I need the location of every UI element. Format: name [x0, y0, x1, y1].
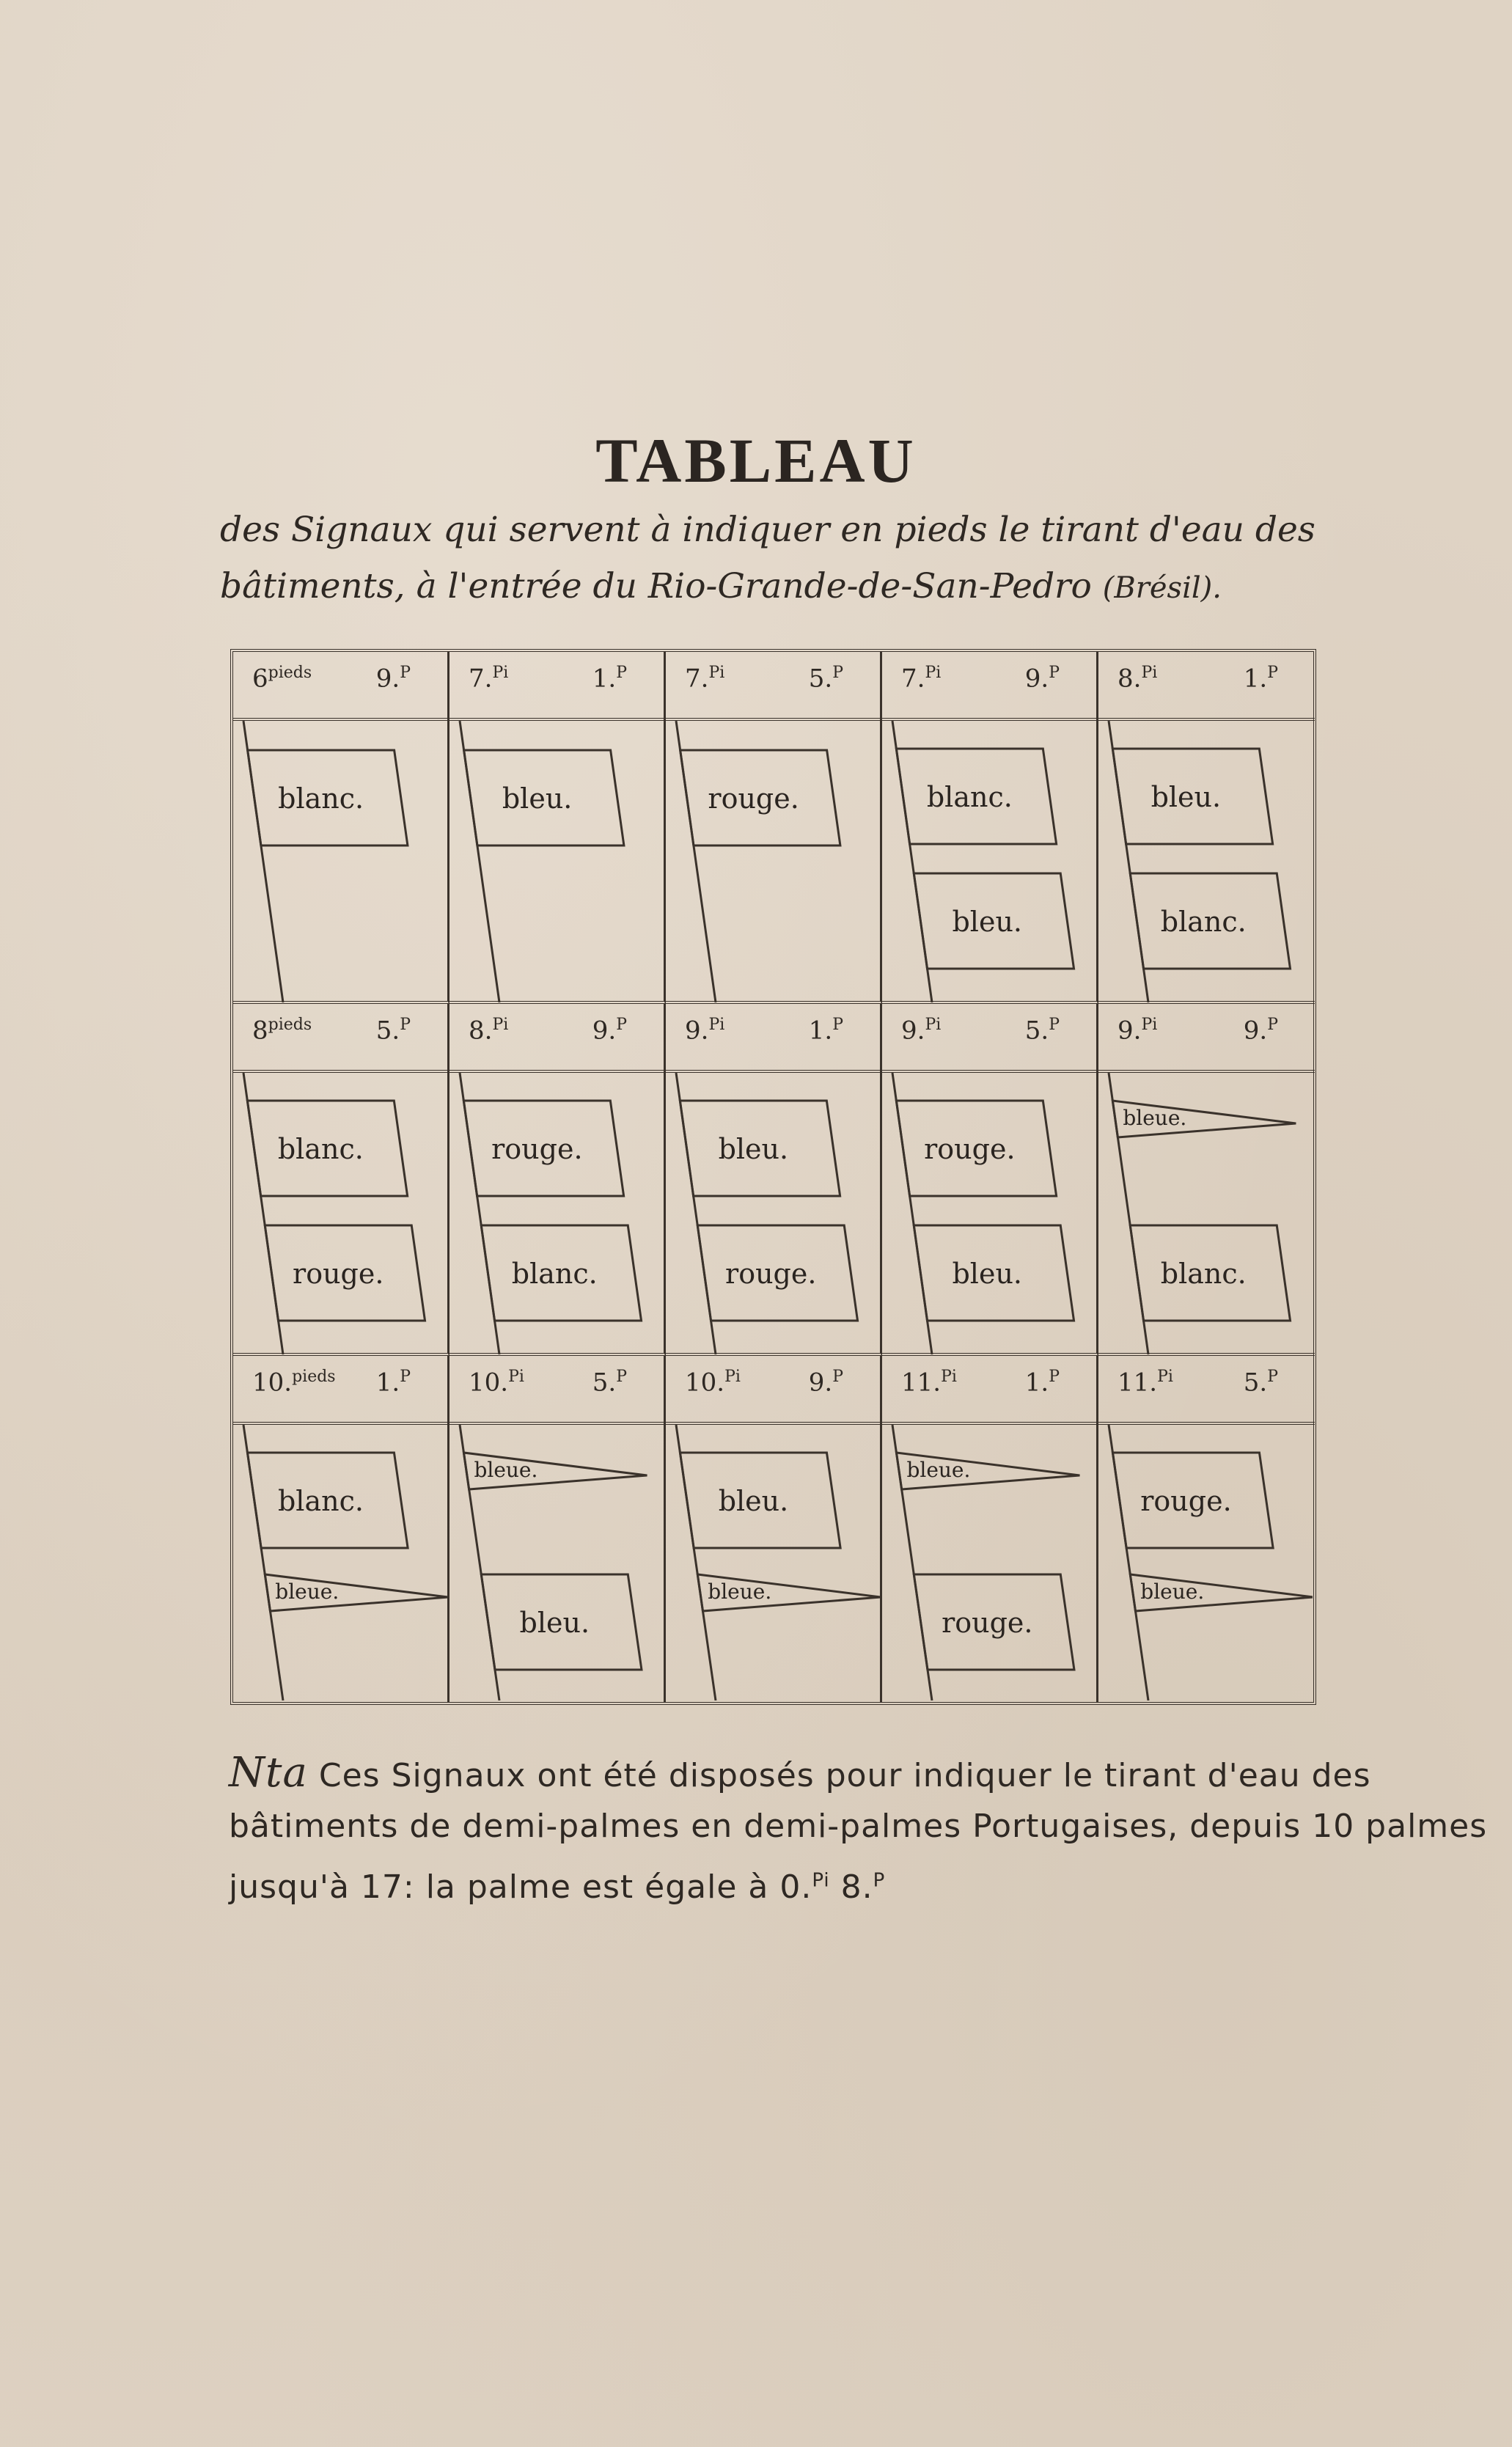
feet-unit: pieds	[268, 1016, 312, 1034]
flag-signal	[449, 1073, 664, 1354]
flag-color-label: bleue.	[1123, 1106, 1187, 1130]
feet-value: 8.$^{Pi}$	[1118, 664, 1158, 694]
signal-cell	[1098, 652, 1315, 1004]
inches-value: 5.$^P$	[375, 1016, 411, 1046]
flag-signal	[449, 1425, 664, 1701]
feet-value: 9.$^{Pi}$	[901, 1016, 942, 1046]
flag-color-label: rouge.	[708, 782, 799, 815]
signal-table	[230, 649, 1316, 1705]
flag-color-label: rouge.	[942, 1607, 1033, 1639]
flag-signal	[233, 1073, 447, 1354]
feet-unit: Pi	[1141, 664, 1158, 682]
feet-value: 11.$^{Pi}$	[1118, 1368, 1173, 1398]
flag-signal	[666, 721, 880, 1002]
inches-value: 5.$^P$	[1024, 1016, 1060, 1046]
inches-unit: P	[1267, 1368, 1278, 1386]
subtitle-line-2	[220, 566, 1320, 606]
feet-value: 9.$^{Pi}$	[1118, 1016, 1158, 1046]
inches-value: 9.$^P$	[808, 1368, 843, 1398]
draft-label	[233, 652, 447, 721]
note-pi-unit: Pi	[812, 1869, 830, 1892]
feet-value: 9.$^{Pi}$	[685, 1016, 725, 1046]
draft-label	[1098, 1004, 1315, 1073]
inches-value: 1.$^P$	[375, 1368, 411, 1398]
flag-color-label: blanc.	[278, 782, 364, 815]
feet-value: 7.$^{Pi}$	[469, 664, 509, 694]
flag-signal	[1098, 1425, 1313, 1701]
flag-signal	[233, 721, 447, 1002]
flag-color-label: rouge.	[1140, 1485, 1232, 1517]
feet-value: $8^{pieds}$	[252, 1016, 312, 1046]
flag-color-label: blanc.	[1160, 906, 1247, 938]
inches-unit: P	[832, 1016, 843, 1034]
feet-value: 7.$^{Pi}$	[685, 664, 725, 694]
note-text-1: Ces Signaux ont été disposés pour indiquer le tirant d'eau des	[318, 1757, 1371, 1794]
inches-unit: P	[1049, 1016, 1060, 1034]
feet-unit: Pi	[1141, 1016, 1158, 1034]
inches-unit: P	[400, 1016, 411, 1034]
draft-label	[1098, 652, 1315, 721]
signal-cell	[666, 1004, 882, 1356]
draft-label	[666, 1004, 880, 1073]
flag-color-label: bleu.	[502, 782, 573, 815]
flag-color-label: blanc.	[511, 1258, 598, 1290]
note-prefix: Nta	[229, 1749, 308, 1797]
inches-unit: P	[832, 664, 843, 682]
flag-color-label: bleu.	[519, 1607, 590, 1639]
draft-label	[1098, 1356, 1315, 1425]
inches-unit: P	[616, 1016, 627, 1034]
flag-color-label: bleu.	[952, 1258, 1023, 1290]
note-value: 8.	[840, 1868, 873, 1906]
inches-unit: P	[616, 1368, 627, 1386]
flag-color-label: blanc.	[277, 1485, 364, 1517]
draft-label	[882, 1356, 1096, 1425]
feet-value: 10.$^{Pi}$	[685, 1368, 741, 1398]
subtitle-line-2-main: bâtiments, à l'entrée du Rio-Grande-de-San-Pedro	[220, 566, 1092, 606]
flag-signal	[882, 1425, 1096, 1701]
flag-color-label: bleue.	[708, 1580, 772, 1604]
signal-cell	[1098, 1356, 1315, 1702]
inches-unit: P	[616, 664, 627, 682]
note-line-2: bâtiments de demi-palmes en demi-palmes Portugaises, depuis 10 palmes	[229, 1808, 1488, 1845]
inches-unit: P	[400, 664, 411, 682]
inches-value: 9.$^P$	[375, 664, 411, 694]
inches-value: 1.$^P$	[808, 1016, 843, 1046]
subtitle-line-1: des Signaux qui servent à indiquer en pieds le tirant d'eau des	[220, 510, 1315, 550]
note-line-1	[229, 1749, 1371, 1797]
signal-cell	[449, 1004, 666, 1356]
feet-unit: Pi	[708, 664, 725, 682]
note-line-3	[229, 1868, 1329, 1906]
draft-label	[449, 652, 664, 721]
draft-label	[882, 1004, 1096, 1073]
flag-color-label: rouge.	[725, 1258, 817, 1290]
flag-signal	[882, 721, 1096, 1002]
feet-value: 10.$^{pieds}$	[252, 1368, 336, 1398]
flag-signal	[1098, 721, 1313, 1002]
feet-value: 10.$^{Pi}$	[469, 1368, 524, 1398]
feet-unit: Pi	[925, 664, 942, 682]
signal-cell	[882, 1004, 1098, 1356]
inches-value: 5.$^P$	[808, 664, 843, 694]
inches-value: 9.$^P$	[592, 1016, 627, 1046]
draft-label	[666, 652, 880, 721]
flag-color-label: rouge.	[924, 1133, 1016, 1165]
feet-value: 7.$^{Pi}$	[901, 664, 942, 694]
inches-unit: P	[832, 1368, 843, 1386]
inches-value: 1.$^P$	[1243, 664, 1278, 694]
flag-color-label: blanc.	[926, 781, 1013, 813]
flag-color-label: bleue.	[906, 1458, 971, 1482]
signal-cell	[882, 652, 1098, 1004]
subtitle-country: (Brésil).	[1102, 571, 1222, 605]
inches-value: 9.$^P$	[1024, 664, 1060, 694]
flag-color-label: blanc.	[1160, 1258, 1247, 1290]
flag-signal	[449, 721, 664, 1002]
flag-color-label: bleu.	[1150, 781, 1222, 813]
page-title: TABLEAU	[595, 425, 917, 496]
inches-value: 1.$^P$	[592, 664, 627, 694]
signal-cell	[1098, 1004, 1315, 1356]
flag-color-label: bleu.	[718, 1485, 789, 1517]
feet-unit: Pi	[1157, 1368, 1173, 1386]
feet-unit: Pi	[492, 1016, 509, 1034]
flag-signal	[882, 1073, 1096, 1354]
draft-label	[233, 1356, 447, 1425]
feet-unit: Pi	[708, 1016, 725, 1034]
feet-unit: Pi	[492, 664, 509, 682]
inches-value: 5.$^P$	[592, 1368, 627, 1398]
inches-unit: P	[1049, 664, 1060, 682]
signal-cell	[666, 652, 882, 1004]
flag-color-label: rouge.	[491, 1133, 583, 1165]
signal-cell	[449, 1356, 666, 1702]
draft-label	[233, 1004, 447, 1073]
note-p-unit: P	[873, 1869, 886, 1892]
signal-cell	[449, 652, 666, 1004]
inches-value: 5.$^P$	[1243, 1368, 1278, 1398]
inches-unit: P	[1267, 1016, 1278, 1034]
signal-cell	[882, 1356, 1098, 1702]
note-text-3: jusqu'à 17: la palme est égale à 0.	[229, 1868, 812, 1906]
flag-color-label: bleu.	[718, 1133, 789, 1165]
flag-color-label: rouge.	[293, 1258, 384, 1290]
inches-unit: P	[400, 1368, 411, 1386]
flag-signal	[666, 1073, 880, 1354]
flag-color-label: bleue.	[275, 1580, 340, 1604]
signal-cell	[233, 1004, 449, 1356]
flag-signal	[233, 1425, 447, 1701]
inches-unit: P	[1267, 664, 1278, 682]
feet-unit: pieds	[268, 664, 312, 682]
draft-label	[449, 1356, 664, 1425]
flag-color-label: blanc.	[277, 1133, 364, 1165]
inches-value: 9.$^P$	[1243, 1016, 1278, 1046]
feet-unit: Pi	[941, 1368, 957, 1386]
feet-value: 11.$^{Pi}$	[901, 1368, 957, 1398]
feet-value: $6^{pieds}$	[252, 664, 312, 694]
flag-color-label: bleue.	[474, 1458, 538, 1482]
feet-unit: Pi	[724, 1368, 741, 1386]
feet-value: 8.$^{Pi}$	[469, 1016, 509, 1046]
feet-unit: Pi	[508, 1368, 524, 1386]
signal-cell	[233, 1356, 449, 1702]
draft-label	[882, 652, 1096, 721]
feet-unit: Pi	[925, 1016, 942, 1034]
draft-label	[449, 1004, 664, 1073]
signal-cell	[666, 1356, 882, 1702]
flag-color-label: bleue.	[1140, 1580, 1205, 1604]
flag-signal	[666, 1425, 880, 1701]
inches-value: 1.$^P$	[1024, 1368, 1060, 1398]
inches-unit: P	[1049, 1368, 1060, 1386]
flag-color-label: bleu.	[952, 906, 1023, 938]
flag-signal	[1098, 1073, 1313, 1354]
feet-unit: pieds	[292, 1368, 336, 1386]
signal-cell	[233, 652, 449, 1004]
draft-label	[666, 1356, 880, 1425]
